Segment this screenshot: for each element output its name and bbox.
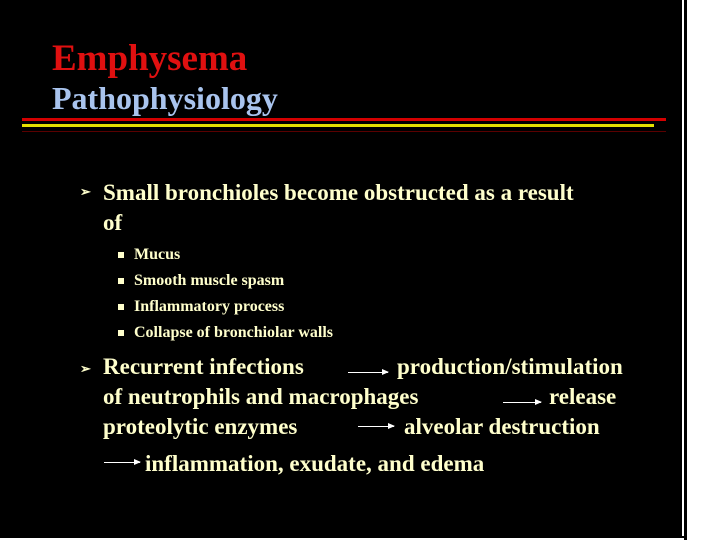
arrow-right-icon bbox=[104, 462, 140, 463]
bullet2-seg5: proteolytic enzymes bbox=[103, 414, 298, 439]
square-bullet-icon bbox=[118, 278, 124, 284]
sub-item-spasm: Smooth muscle spasm bbox=[134, 272, 285, 289]
slide-border-right bbox=[684, 0, 687, 540]
square-bullet-icon bbox=[118, 252, 124, 258]
slide-border-bottom bbox=[0, 536, 687, 538]
square-bullet-icon bbox=[118, 304, 124, 310]
bullet2-seg2: production/stimulation bbox=[397, 354, 623, 379]
arrow-right-icon bbox=[503, 402, 541, 403]
bullet2-seg4: release bbox=[549, 384, 617, 409]
bullet2-seg6: alveolar destruction bbox=[404, 414, 600, 439]
slide-title: Emphysema bbox=[52, 38, 248, 79]
arrow-right-icon bbox=[348, 372, 388, 373]
bullet1-line2: of bbox=[103, 210, 123, 235]
arrow-right-icon bbox=[358, 426, 394, 427]
sub-item-inflammatory: Inflammatory process bbox=[134, 298, 285, 315]
slide-subtitle: Pathophysiology bbox=[52, 80, 278, 116]
title-rule-red bbox=[22, 118, 666, 121]
sub-item-collapse: Collapse of bronchiolar walls bbox=[134, 324, 333, 341]
sub-item-mucus: Mucus bbox=[134, 246, 181, 263]
bullet1-line1: Small bronchioles become obstructed as a result bbox=[103, 180, 574, 205]
title-rule-thin bbox=[22, 131, 666, 132]
chevron-bullet-icon: ➢ bbox=[80, 361, 91, 376]
chevron-bullet-icon: ➢ bbox=[80, 184, 91, 199]
square-bullet-icon bbox=[118, 330, 124, 336]
bullet2-seg1: Recurrent infections bbox=[103, 354, 304, 379]
bullet2-seg7: inflammation, exudate, and edema bbox=[145, 451, 485, 476]
title-rule-yellow bbox=[22, 124, 654, 127]
bullet2-seg3: of neutrophils and macrophages bbox=[103, 384, 419, 409]
